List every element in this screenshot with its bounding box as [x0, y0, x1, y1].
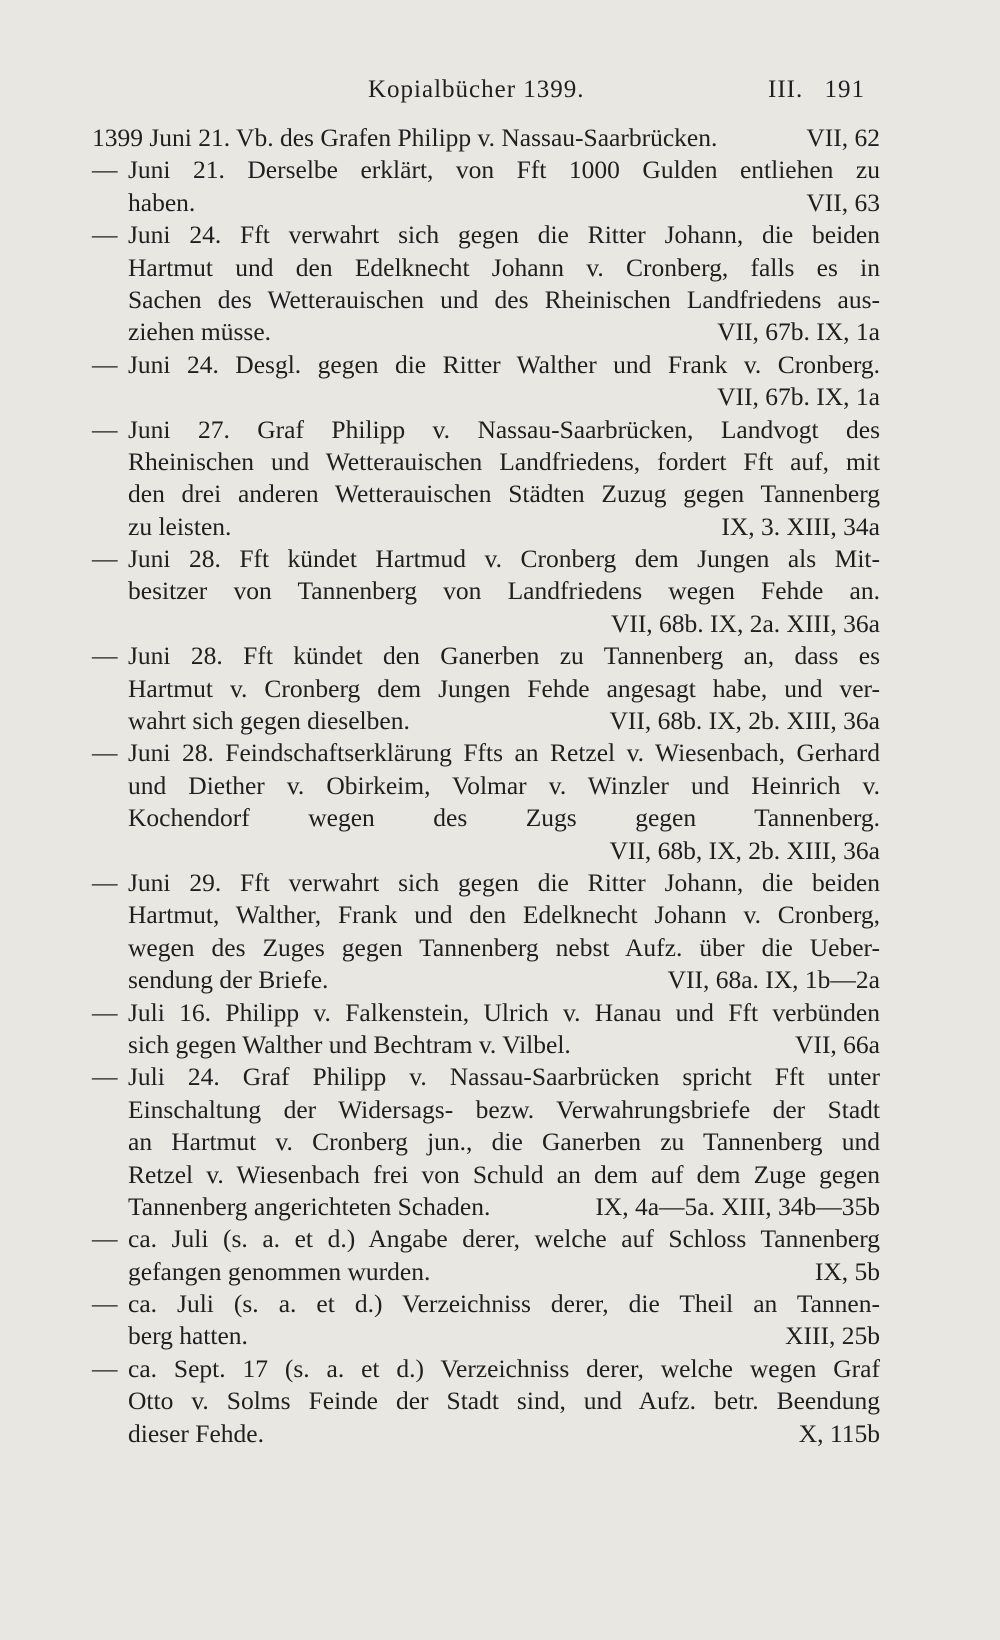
- archive-reference: IX, 4a—5a. XIII, 34b—35b: [595, 1191, 880, 1221]
- entry-list: [92, 122, 880, 1450]
- entry-line: [92, 122, 880, 154]
- entry-line: Juni 24. Desgl. gegen die Ritter Walther und Frank v. Cronberg.: [128, 349, 880, 379]
- entry-line: Hartmut und den Edelknecht Johann v. Cronberg, falls es in: [128, 252, 880, 282]
- entry-line: ca. Juli (s. a. et d.) Verzeichniss derer, die Theil an Tannen-: [128, 1289, 880, 1319]
- entry-line: VII, 68b, IX, 2b. XIII, 36a: [609, 835, 880, 865]
- entry-line: Juni 21. Derselbe erklärt, von Fft 1000 Gulden entliehen zu: [128, 155, 880, 185]
- running-head: [0, 72, 1000, 112]
- entry-dash: —: [92, 349, 118, 379]
- entry-line: Juni 28. Fft kündet Hartmud v. Cronberg dem Jungen als Mit-: [128, 544, 880, 574]
- entry-line: Juni 28. Feindschaftserklärung Ffts an Retzel v. Wiesenbach, Gerhard: [128, 738, 880, 768]
- entry-text: zu leisten.: [128, 511, 232, 541]
- entry-line: [128, 1256, 880, 1288]
- archive-reference: VII, 63: [806, 187, 880, 217]
- entry-text: haben.: [128, 187, 196, 217]
- entry-dash: —: [92, 155, 118, 185]
- entry-line: besitzer von Tannenberg von Landfriedens wegen Fehde an.: [128, 576, 880, 606]
- page-number: 191: [824, 76, 865, 103]
- entry-line: Hartmut v. Cronberg dem Jungen Fehde angesagt habe, und ver-: [128, 673, 880, 703]
- entry-dash: —: [92, 738, 118, 768]
- calendar-entry: [92, 1353, 880, 1450]
- entry-text: gefangen genommen wurden.: [128, 1256, 431, 1286]
- calendar-entry: [92, 997, 880, 1062]
- entry-line: Juli 24. Graf Philipp v. Nassau-Saarbrücken spricht Fft unter: [128, 1062, 880, 1092]
- entry-dash: —: [92, 867, 118, 897]
- archive-reference: X, 115b: [798, 1418, 880, 1448]
- entry-line: VII, 68b. IX, 2a. XIII, 36a: [610, 608, 880, 638]
- calendar-entry: [92, 640, 880, 737]
- entry-text: dieser Fehde.: [128, 1418, 264, 1448]
- entry-line: [128, 1191, 880, 1223]
- section-number: III.: [768, 76, 804, 103]
- entry-line: und Diether v. Obirkeim, Volmar v. Winzler und Heinrich v.: [128, 770, 880, 800]
- entry-text: 1399 Juni 21. Vb. des Grafen Philipp v. Nassau-Saarbrücken.: [92, 123, 718, 152]
- entry-dash: —: [92, 1289, 118, 1319]
- entry-line: Juni 24. Fft verwahrt sich gegen die Ritter Johann, die beiden: [128, 220, 880, 250]
- entry-line: [128, 705, 880, 737]
- entry-dash: —: [92, 1224, 118, 1254]
- entry-line: Hartmut, Walther, Frank und den Edelknecht Johann v. Cronberg,: [128, 900, 880, 930]
- entry-dash: —: [92, 544, 118, 574]
- entry-line: Juni 29. Fft verwahrt sich gegen die Ritter Johann, die beiden: [128, 867, 880, 897]
- entry-line: Rheinischen und Wetterauischen Landfriedens, fordert Fft auf, mit: [128, 446, 880, 476]
- calendar-entry: [92, 349, 880, 414]
- entry-line: Retzel v. Wiesenbach frei von Schuld an dem auf dem Zuge gegen: [128, 1159, 880, 1189]
- calendar-entry: [92, 867, 880, 997]
- entry-line: [128, 511, 880, 543]
- calendar-entry: [92, 1061, 880, 1223]
- entry-line: Otto v. Solms Feinde der Stadt sind, und Aufz. betr. Beendung: [128, 1386, 880, 1416]
- calendar-entry: [92, 737, 880, 867]
- entry-dash: —: [92, 1353, 118, 1383]
- entry-dash: —: [92, 997, 118, 1027]
- entry-line: Einschaltung der Widersags- bezw. Verwahrungsbriefe der Stadt: [128, 1094, 880, 1124]
- entry-text: sendung der Briefe.: [128, 965, 329, 995]
- entry-line: ca. Juli (s. a. et d.) Angabe derer, welche auf Schloss Tannenberg: [128, 1224, 880, 1254]
- calendar-entry: [92, 414, 880, 544]
- entry-line: an Hartmut v. Cronberg jun., die Ganerben zu Tannenberg und: [128, 1127, 880, 1157]
- archive-reference: XIII, 25b: [785, 1321, 880, 1351]
- entry-dash: —: [92, 414, 118, 444]
- entry-line: Juni 27. Graf Philipp v. Nassau-Saarbrücken, Landvogt des: [128, 414, 880, 444]
- entry-text: Tannenberg angerichteten Schaden.: [128, 1191, 491, 1221]
- calendar-entry: [92, 1288, 880, 1353]
- calendar-entry: [92, 122, 880, 154]
- entry-line: wegen des Zuges gegen Tannenberg nebst Aufz. über die Ueber-: [128, 932, 880, 962]
- entry-line: Kochendorf wegen des Zugs gegen Tannenberg.: [128, 803, 880, 833]
- entry-line: [128, 964, 880, 996]
- entry-line: [128, 316, 880, 348]
- entry-text: wahrt sich gegen dieselben.: [128, 706, 410, 736]
- archive-reference: VII, 68a. IX, 1b—2a: [667, 965, 880, 995]
- calendar-entry: [92, 543, 880, 640]
- calendar-entry: [92, 219, 880, 349]
- entry-line: [128, 1418, 880, 1450]
- running-head-right: [768, 76, 865, 104]
- entry-line: [128, 1029, 880, 1061]
- archive-reference: VII, 62: [806, 123, 880, 152]
- entry-text: ziehen müsse.: [128, 317, 272, 347]
- entry-line: Juli 16. Philipp v. Falkenstein, Ulrich v. Hanau und Fft verbünden: [128, 997, 880, 1027]
- entry-dash: —: [92, 641, 118, 671]
- entry-dash: —: [92, 1062, 118, 1092]
- entry-line: [128, 1320, 880, 1352]
- entry-line: VII, 67b. IX, 1a: [717, 382, 880, 412]
- calendar-entry: [92, 154, 880, 219]
- entry-line: [128, 187, 880, 219]
- entry-text: berg hatten.: [128, 1321, 248, 1351]
- archive-reference: IX, 5b: [814, 1256, 880, 1286]
- entry-line: den drei anderen Wetterauischen Städten Zuzug gegen Tannenberg: [128, 479, 880, 509]
- entry-line: Juni 28. Fft kündet den Ganerben zu Tannenberg an, dass es: [128, 641, 880, 671]
- calendar-entry: [92, 1223, 880, 1288]
- entry-dash: —: [92, 220, 118, 250]
- archive-reference: VII, 67b. IX, 1a: [717, 317, 880, 347]
- entry-line: ca. Sept. 17 (s. a. et d.) Verzeichniss derer, welche wegen Graf: [128, 1353, 880, 1383]
- entry-text: sich gegen Walther und Bechtram v. Vilbel.: [128, 1029, 571, 1059]
- archive-reference: IX, 3. XIII, 34a: [721, 511, 880, 541]
- archive-reference: VII, 66a: [795, 1029, 880, 1059]
- archive-reference: VII, 68b. IX, 2b. XIII, 36a: [609, 706, 880, 736]
- entry-line: Sachen des Wetterauischen und des Rheinischen Landfriedens aus-: [128, 284, 880, 314]
- running-head-title: Kopialbücher 1399.: [368, 76, 585, 103]
